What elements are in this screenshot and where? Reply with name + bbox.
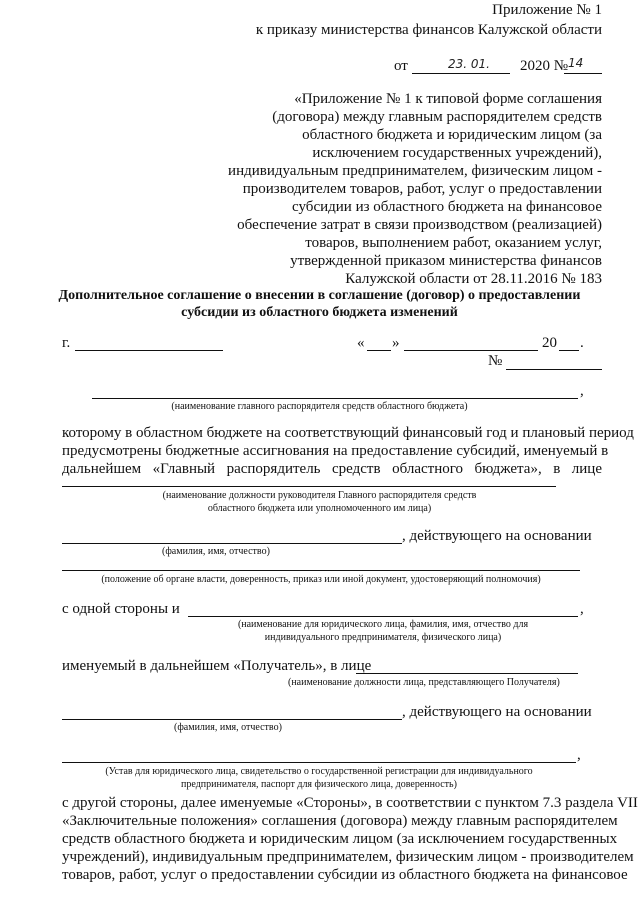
appendix-title: Приложение № 1	[492, 2, 602, 18]
caption-fio: (фамилия, имя, отчество)	[162, 546, 270, 557]
quote-line: обеспечение затрат в связи производством (реализацией)	[237, 217, 602, 233]
quote-line: производителем товаров, работ, услуг о предоставлении	[242, 181, 602, 197]
month-line[interactable]	[404, 350, 538, 351]
caption-authority-doc: (положение об органе власти, доверенность, приказ или иной документ, удостоверяющий полномочия)	[101, 574, 541, 585]
caption-recipient-doc: (Устав для юридического лица, свидетельство о государственной регистрации для индивидуального	[105, 766, 533, 777]
year-dot: .	[580, 335, 584, 351]
acting-basis: , действующего на основании	[402, 528, 592, 544]
distributor-name-line[interactable]	[92, 398, 578, 399]
order-reference: к приказу министерства финансов Калужской области	[255, 22, 602, 38]
quote-line: утвержденной приказом министерства финансов	[290, 253, 602, 269]
caption-head-position: (наименование должности руководителя Главного распорядителя средств	[162, 490, 477, 501]
quote-close: »	[392, 335, 400, 351]
head-fio-line[interactable]	[62, 543, 402, 544]
handwritten-number: 14	[568, 56, 584, 70]
caption-fio-2: (фамилия, имя, отчество)	[174, 722, 282, 733]
paragraph-line: которому в областном бюджете на соответствующий финансовый год и плановый период	[62, 425, 634, 441]
paragraph-line: «Заключительные положения» соглашения (договора) между главным распорядителем	[62, 813, 618, 829]
number-line	[564, 73, 602, 74]
comma: ,	[580, 601, 584, 617]
year-prefix: 20	[542, 335, 557, 351]
quote-line: товаров, выполнением работ, оказанием услуг,	[305, 235, 602, 251]
caption-head-position-2: областного бюджета или уполномоченного им лица)	[207, 503, 432, 514]
quote-line: «Приложение № 1 к типовой форме соглашения	[294, 91, 602, 107]
quote-line: исключением государственных учреждений),	[312, 145, 602, 161]
handwritten-date: 23. 01.	[448, 57, 490, 71]
document-title: Дополнительное соглашение о внесении в соглашение (договор) о предоставлении	[58, 288, 581, 303]
recipient-name-line[interactable]	[188, 616, 578, 617]
paragraph-line: дальнейшем «Главный распорядитель средств областного бюджета», в лице	[62, 461, 602, 477]
caption-recipient-rep: (наименование должности лица, представляющего Получателя)	[288, 677, 560, 688]
head-position-line[interactable]	[62, 486, 556, 487]
quote-line: (договора) между главным распорядителем средств	[272, 109, 602, 125]
recipient-text: именуемый в дальнейшем «Получатель», в лице	[62, 658, 372, 674]
quote-line: субсидии из областного бюджета на финансовое	[292, 199, 602, 215]
paragraph-line: учреждений), индивидуальным предпринимателем, физическим лицом - производителем	[62, 849, 634, 865]
rep-fio-line[interactable]	[62, 719, 402, 720]
number-label: №	[488, 353, 503, 369]
paragraph-line: с другой стороны, далее именуемые «Стороны», в соответствии с пунктом 7.3 раздела VII	[62, 795, 638, 811]
comma: ,	[580, 383, 584, 399]
paragraph-line: предусмотрены бюджетные ассигнования на предоставление субсидий, именуемый в	[62, 443, 609, 459]
city-line[interactable]	[75, 350, 223, 351]
date-year: 2020 №	[520, 58, 569, 74]
one-side-text: с одной стороны и	[62, 601, 180, 617]
quote-line: Калужской области от 28.11.2016 № 183	[345, 271, 602, 287]
recipient-rep-line[interactable]	[356, 673, 578, 674]
quote-line: областного бюджета и юридическим лицом (за	[302, 127, 602, 143]
recipient-doc-line[interactable]	[62, 762, 576, 763]
paragraph-line: товаров, работ, услуг о предоставлении субсидии из областного бюджета на финансовое	[62, 867, 628, 883]
city-prefix: г.	[62, 335, 71, 351]
quote-open: «	[357, 335, 365, 351]
authority-doc-line[interactable]	[62, 570, 580, 571]
comma: ,	[577, 747, 581, 763]
date-line	[412, 73, 510, 74]
paragraph-line: средств областного бюджета и юридическим лицом (за исключением государственных	[62, 831, 618, 847]
caption-recipient-name: (наименование для юридического лица, фамилия, имя, отчество для	[237, 619, 529, 630]
year-line[interactable]	[559, 350, 579, 351]
caption-recipient-doc-2: предпринимателя, паспорт для физического лица, доверенность)	[181, 779, 457, 790]
caption-distributor: (наименование главного распорядителя средств областного бюджета)	[171, 401, 468, 412]
quote-line: индивидуальным предпринимателем, физическим лицом -	[228, 163, 602, 179]
date-prefix: от	[394, 58, 408, 74]
document-title-line2: субсидии из областного бюджета изменений	[181, 305, 458, 320]
day-line[interactable]	[367, 350, 391, 351]
agreement-number-line[interactable]	[506, 369, 602, 370]
acting-basis-2: , действующего на основании	[402, 704, 592, 720]
caption-recipient-name-2: индивидуального предпринимателя, физического лица)	[264, 632, 502, 643]
